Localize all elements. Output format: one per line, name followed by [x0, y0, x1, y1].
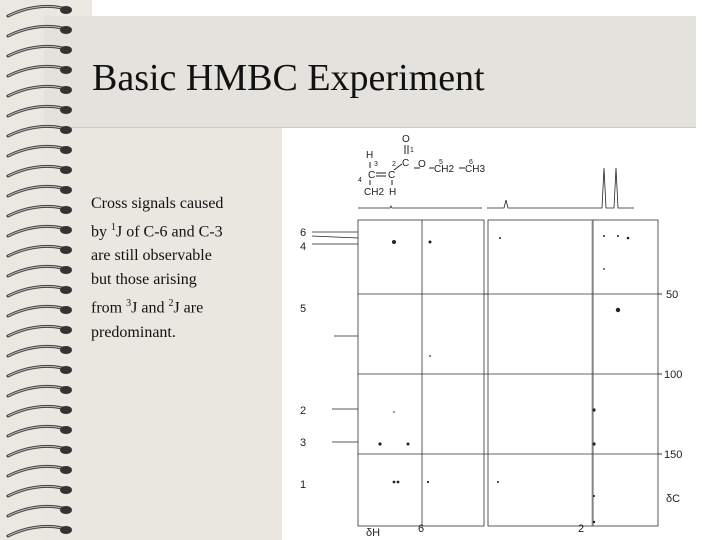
hmbc-spectrum-figure [282, 128, 696, 540]
binding-ring [8, 6, 72, 16]
binding-ring [8, 286, 72, 296]
proton-leader-lines [312, 232, 358, 442]
proton-tick-label: 2 [578, 523, 585, 535]
proton-label: 6 [300, 227, 307, 239]
slide-title: Basic HMBC Experiment [92, 57, 485, 99]
binding-ring [8, 326, 72, 336]
binding-ring [8, 426, 72, 436]
carbon-tick-label: 100 [664, 369, 683, 381]
binding-ring [8, 486, 72, 496]
proton-axis [366, 523, 584, 539]
svg-text:5: 5 [439, 159, 443, 166]
mol-label: C [402, 158, 410, 169]
spiral-binding-decoration [0, 0, 92, 540]
body-line: by $^1$J of C-6 and C-3 [91, 222, 223, 241]
proton-label: 1 [300, 479, 307, 491]
body-line: Cross signals caused [91, 195, 224, 212]
body-line: predominant. [91, 323, 176, 341]
binding-ring [8, 446, 72, 456]
binding-ring [8, 246, 72, 256]
mol-label: C [368, 170, 376, 181]
binding-ring [8, 86, 72, 96]
body-line: but those arising [91, 271, 197, 289]
binding-ring [8, 26, 72, 36]
hmbc-spectrum-svg [282, 128, 696, 540]
proton-labels [300, 227, 306, 491]
slide-body-text [91, 192, 273, 345]
proton-projection [358, 168, 634, 208]
mol-label: CH3 [465, 164, 486, 175]
binding-ring [8, 46, 72, 56]
mol-label: CH2 [434, 164, 455, 175]
binding-ring [8, 66, 72, 76]
binding-ring [8, 146, 72, 156]
binding-ring [8, 206, 72, 216]
binding-ring [8, 366, 72, 376]
binding-ring [8, 226, 72, 236]
svg-text:6: 6 [469, 159, 473, 166]
proton-tick-label: 6 [418, 523, 425, 535]
mol-label: H [366, 150, 374, 161]
svg-text:1: 1 [410, 147, 414, 154]
carbon-axis [658, 289, 682, 505]
body-line: from $^3$J and $^2$J are [91, 298, 204, 317]
svg-text:2: 2 [392, 161, 396, 168]
binding-ring [8, 166, 72, 176]
svg-text:4: 4 [358, 177, 362, 184]
binding-ring [8, 186, 72, 196]
carbon-tick-label: 50 [666, 289, 679, 301]
mol-label: C [388, 170, 396, 181]
binding-ring [8, 266, 72, 276]
mol-label: CH2 [364, 187, 385, 198]
carbon-axis-label: δC [666, 493, 681, 505]
proton-label: 2 [300, 405, 307, 417]
proton-label: 4 [300, 241, 307, 253]
binding-ring [8, 106, 72, 116]
spectrum-panels [358, 220, 658, 526]
binding-ring [8, 406, 72, 416]
binding-ring [8, 466, 72, 476]
binding-ring [8, 386, 72, 396]
molecule-structure [358, 134, 485, 198]
binding-ring [8, 526, 72, 536]
proton-label: 3 [300, 437, 307, 449]
mol-label: H [389, 187, 397, 198]
proton-label: 5 [300, 303, 307, 315]
mol-label: O [418, 159, 426, 170]
proton-axis-label: δH [366, 527, 381, 539]
binding-ring [8, 306, 72, 316]
mol-label: O [402, 134, 410, 145]
binding-ring [8, 126, 72, 136]
svg-text:3: 3 [374, 161, 378, 168]
binding-ring [8, 506, 72, 516]
binding-ring [8, 346, 72, 356]
carbon-tick-label: 150 [664, 449, 683, 461]
body-line: are still observable [91, 247, 212, 265]
